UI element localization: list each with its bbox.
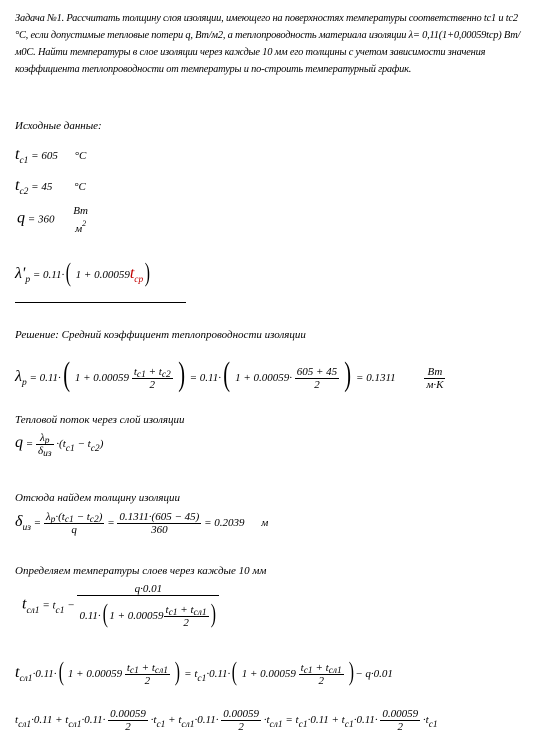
task-statement: Задача №1. Рассчитать толщину слоя изоляции, имеющего на поверхностях температуры соответственно tc1 и tc2 °С, если допустимые тепловые потери q, Вт/м2, а теплопроводность материала изоляции λ= 0,11(1+0,00059tср) Вт/м0С. Найти температуры в слое изоляции через каждые 10 мм его толщины с учетом зависимости значения коэффициента теплопроводности от температуры и по-строить температурный график.	[15, 13, 521, 75]
q-line: q = 360 Вт $м^2$	[17, 205, 88, 235]
thickness-heading: Отсюда найдем толщину изоляции	[15, 492, 181, 504]
q-value: 360	[37, 213, 55, 226]
flux-formula: q = $\frac{\lambda p}{\text{δиз}}$ ·(tc1 − tc2)	[15, 432, 104, 459]
tc1-unit: °C	[74, 150, 87, 162]
flux-heading: Тепловой поток через слой изоляции	[15, 414, 185, 426]
tc1-value: 605	[41, 150, 58, 162]
layer-formula-1: tсл1 = tc1 − q·0.01 0.11·( 1 + 0.00059 $\frac{\text{tc1 + tсл1}}{2}$ )	[22, 583, 219, 629]
separator-line	[15, 302, 186, 303]
lambda-result: 0.1311	[366, 372, 396, 384]
layers-heading: Определяем температуры слоев через каждые 10 мм	[15, 565, 267, 577]
thickness-result: 0.2039	[214, 517, 245, 530]
tc2-value: 45	[41, 181, 53, 193]
tc2-unit: °C	[74, 181, 86, 193]
thickness-formula: δиз = $\frac{\lambda p\cdot(tc1 - tc2)}{q}$ = $\frac{0.1311\cdot(605 - 45)}{360}$ = 0.2039 м	[15, 511, 269, 536]
tc1-line: tc1 = 605 °C	[15, 146, 87, 166]
tc2-line: tc2 = 45 °C	[15, 177, 86, 197]
solution-heading: Решение: Средний коэффициент теплопроводности изоляции	[15, 329, 306, 341]
q-unit: Вт $м^2$	[73, 205, 88, 235]
lambda-mean-formula: λp = 0.11·( 1 + 0.00059 $\frac{tc1 + tc2}{2}$ ) = 0.11·( 1 + 0.00059· $\frac{605 + 45}{2}$ ) = 0.1311 $\frac{Вт}{м\cdot К}$	[15, 356, 444, 393]
lambda-formula: λ'p = 0.11·( 1 + 0.00059tcp)	[15, 258, 151, 287]
layer-formula-2: tсл1·0.11·( 1 + 0.00059 $\frac{\text{tc1 + tсл1}}{2}$ ) = tc1·0.11·( 1 + 0.00059 $\frac{\text{tc1 + tсл1}}{2}$ ) − q·0.01	[15, 657, 393, 687]
given-heading: Исходные данные:	[15, 120, 102, 132]
layer-formula-3: tсл1·0.11 + tсл1·0.11· $\frac{0.00059}{2}$ ·tc1 + tсл1·0.11· $\frac{0.00059}{2}$ ·tсл1 = tc1·0.11 + tc1·0.11· $\frac{0.00059}{2}$ ·tc1	[15, 708, 438, 733]
